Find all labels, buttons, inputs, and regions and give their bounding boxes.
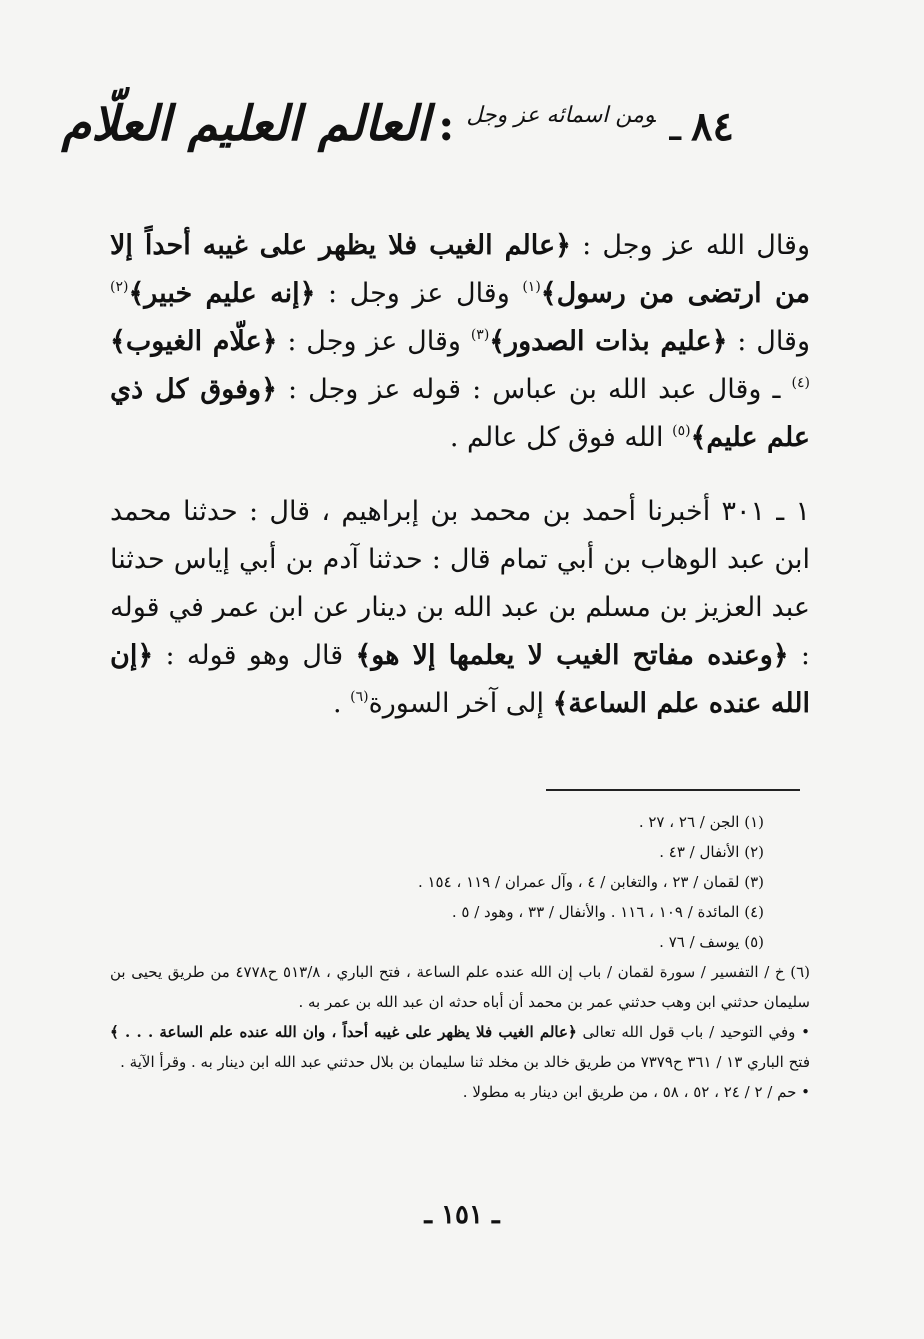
chapter-prefix: ومن اسمائه عز وجل: [466, 103, 656, 128]
text: إلى آخر السورة: [368, 688, 553, 719]
footnote-ref: (٣): [470, 327, 490, 343]
text: الله فوق كل عالم .: [449, 422, 673, 453]
chapter-separator: ـ: [669, 104, 682, 150]
quran-quote: ﴿وفوق كل ذي علم عليم﴾: [110, 374, 810, 453]
footnote-ref: (٦): [350, 689, 369, 705]
footnote-6: (٦) خ / التفسير / سورة لقمان / باب إن الله عنده علم الساعة ، فتح الباري ، ٥١٣/٨ ح٤٧٧٨ من طريق يحيى بن سليمان حدثني ابن وهب حدثني عمر بن محمد أن أباه حدثه ان عبد الله بن عمر به .: [110, 963, 811, 1011]
paragraph-intro: [110, 222, 810, 462]
footnote-5: (٥) يوسف / ٧٦ .: [659, 933, 764, 951]
footnotes: [110, 807, 810, 1107]
quran-quote: ﴿عالم الغيب فلا يظهر على غيبه أحداً ، وان الله عنده علم الساعة . . . ﴾: [110, 1023, 577, 1041]
quran-quote: ﴿عالم الغيب فلا يظهر على غيبه أحداً إلا من ارتضى من رسول﴾: [110, 230, 810, 309]
footnote-1: (١) الجن / ٢٦ ، ٢٧ .: [638, 813, 764, 831]
quran-quote: ﴿إن الله عنده علم الساعة﴾: [110, 640, 810, 719]
text: • وفي التوحيد / باب قول الله تعالى: [576, 1023, 810, 1041]
page-number: ـ ١٥١ ـ: [424, 1200, 500, 1230]
footnote-ref: (٥): [672, 423, 691, 439]
text: وقال عز وجل :: [315, 278, 523, 309]
text: فتح الباري ١٣ / ٣٦١ ح٧٣٧٩ من طريق خالد بن مخلد ثنا سليمان بن بلال حدثني عبد الله ابن دينار به . وقرأ الآية .: [120, 1053, 810, 1071]
text: وقال عز وجل :: [277, 326, 471, 357]
footnote-ref: (٤): [791, 375, 810, 391]
text: وقال الله عز وجل :: [570, 230, 810, 261]
chapter-title: [61, 96, 734, 152]
quran-quote: ﴿عليم بذات الصدور﴾: [489, 326, 728, 357]
footnote-divider: [546, 789, 800, 791]
footnote-4: (٤) المائدة / ١٠٩ ، ١١٦ . والأنفال / ٣٣ ، وهود / ٥ .: [451, 903, 764, 921]
text: قال وهو قوله :: [153, 640, 356, 671]
text: ١ ـ ٣٠١ أخبرنا أحمد بن محمد بن إبراهيم ، قال : حدثنا محمد ابن عبد الوهاب بن أبي تمام قال : حدثنا آدم بن أبي إياس حدثنا عبد العزيز بن مسلم بن عبد الله بن دينار عن ابن عمر في قوله :: [110, 496, 810, 671]
footnote-ref: (٢): [110, 279, 129, 295]
quran-quote: ﴿إنه عليم خبير﴾: [128, 278, 316, 309]
text: .: [332, 688, 351, 719]
chapter-number: ٨٤: [691, 103, 734, 150]
text: ـ وقال عبد الله بن عباس : قوله عز وجل :: [276, 374, 792, 405]
footnote-2: (٢) الأنفال / ٤٣ .: [659, 843, 764, 861]
quran-quote: ﴿وعنده مفاتح الغيب لا يعلمها إلا هو﴾: [355, 640, 789, 671]
chapter-heading: العالم العليم العلّام: [61, 96, 431, 152]
quran-quote: ﴿علّام الغيوب﴾: [110, 326, 278, 357]
chapter-colon: :: [438, 100, 455, 151]
footnote-6-tawhid: [110, 1017, 810, 1077]
text: وقال :: [727, 326, 810, 357]
footnote-ref: (١): [522, 279, 541, 295]
paragraph-hadith: [110, 488, 810, 728]
footnote-6-musnad: • حم / ٢ / ٢٤ ، ٥٢ ، ٥٨ ، من طريق ابن دينار به مطولا .: [462, 1083, 810, 1101]
footnote-3: (٣) لقمان / ٢٣ ، والتغابن / ٤ ، وآل عمران / ١١٩ ، ١٥٤ .: [417, 873, 764, 891]
